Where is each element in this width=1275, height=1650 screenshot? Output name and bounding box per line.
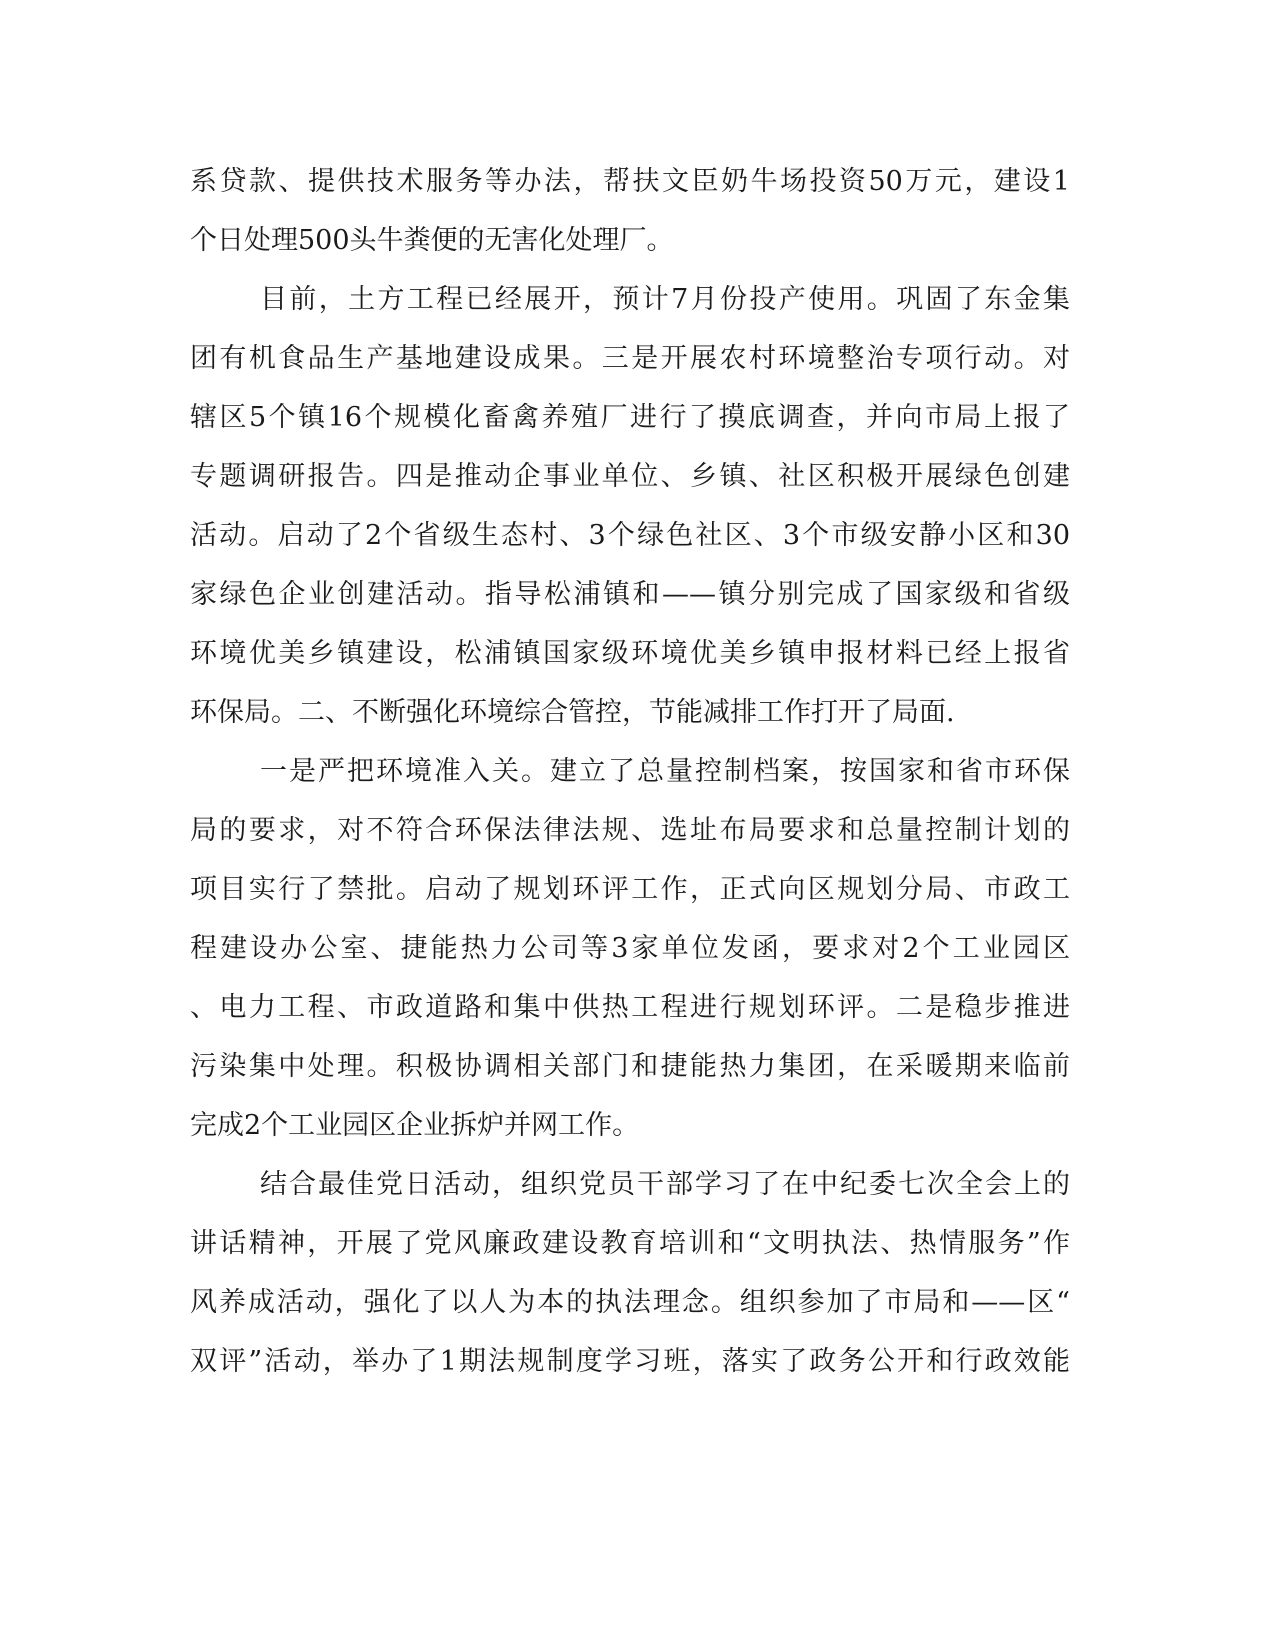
text-line: 讲话精神，开展了党风廉政建设教育培训和“文明执法、热情服务”作 <box>190 1228 1070 1259</box>
text-line: 局的要求，对不符合环保法律法规、选址布局要求和总量控制计划的 <box>190 815 1070 846</box>
text-line: 双评”活动，举办了1期法规制度学习班，落实了政务公开和行政效能 <box>190 1346 1070 1377</box>
text-line: 风养成活动，强化了以人为本的执法理念。组织参加了市局和——区“ <box>190 1287 1070 1318</box>
text-line: 专题调研报告。四是推动企事业单位、乡镇、社区积极开展绿色创建 <box>190 461 1070 492</box>
text-line: 家绿色企业创建活动。指导松浦镇和——镇分别完成了国家级和省级 <box>190 579 1070 610</box>
text-line: 程建设办公室、捷能热力公司等3家单位发函，要求对2个工业园区 <box>190 933 1070 964</box>
paragraph-first-line: 结合最佳党日活动，组织党员干部学习了在中纪委七次全会上的 <box>260 1169 1070 1200</box>
text-line: 系贷款、提供技术服务等办法，帮扶文臣奶牛场投资50万元，建设1 <box>190 166 1070 197</box>
text-line: 环保局。二、不断强化环境综合管控，节能减排工作打开了局面. <box>190 697 955 728</box>
text-line: 辖区5个镇16个规模化畜禽养殖厂进行了摸底调查，并向市局上报了 <box>190 402 1070 433</box>
text-line: 完成2个工业园区企业拆炉并网工作。 <box>190 1110 640 1141</box>
paragraph-first-line: 目前，土方工程已经展开，预计7月份投产使用。巩固了东金集 <box>260 284 1070 315</box>
text-line: 项目实行了禁批。启动了规划环评工作，正式向区规划分局、市政工 <box>190 874 1070 905</box>
text-line: 个日处理500头牛粪便的无害化处理厂。 <box>190 225 674 256</box>
text-line: 污染集中处理。积极协调相关部门和捷能热力集团，在采暖期来临前 <box>190 1051 1070 1082</box>
text-line: 、电力工程、市政道路和集中供热工程进行规划环评。二是稳步推进 <box>190 992 1070 1023</box>
text-line: 环境优美乡镇建设，松浦镇国家级环境优美乡镇申报材料已经上报省 <box>190 638 1070 669</box>
text-line: 团有机食品生产基地建设成果。三是开展农村环境整治专项行动。对 <box>190 343 1070 374</box>
paragraph-first-line: 一是严把环境准入关。建立了总量控制档案，按国家和省市环保 <box>260 756 1070 787</box>
text-line: 活动。启动了2个省级生态村、3个绿色社区、3个市级安静小区和30 <box>190 520 1070 551</box>
